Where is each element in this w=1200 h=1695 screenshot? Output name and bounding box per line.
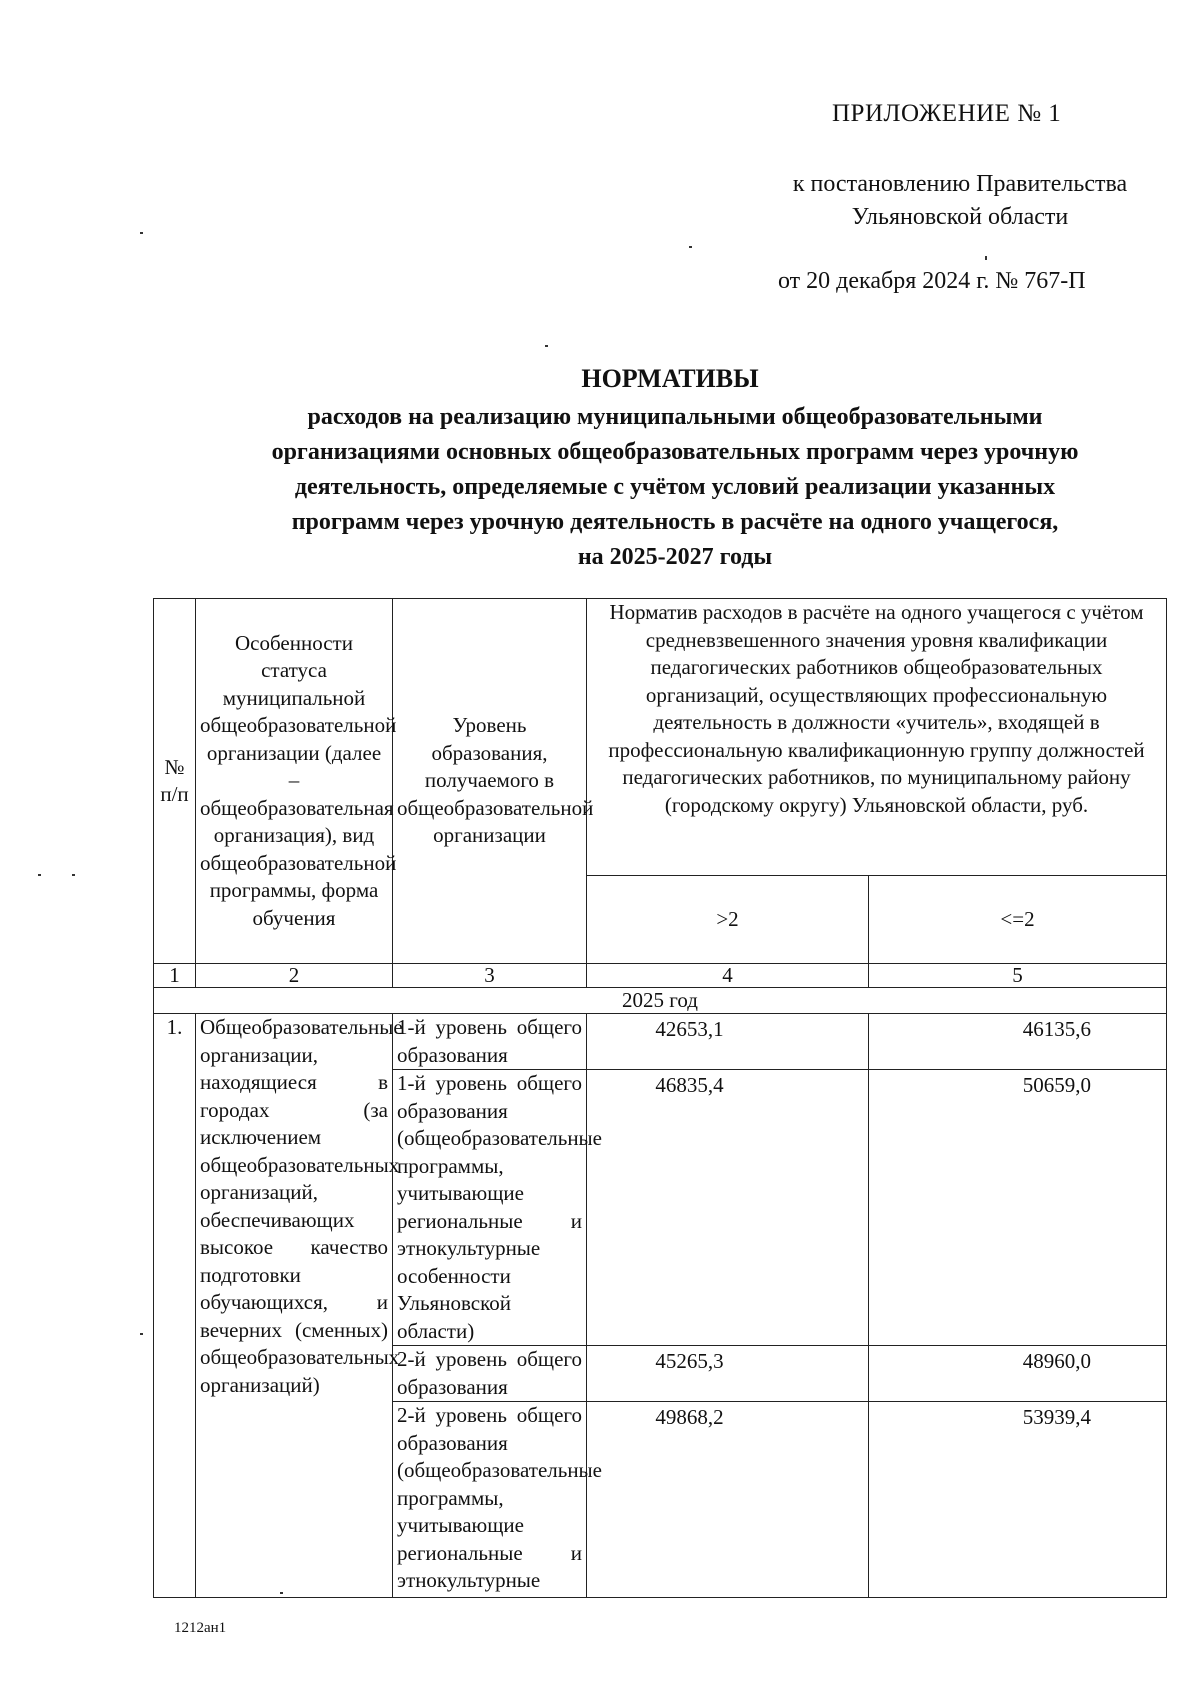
norm-value-le: 53939,4 xyxy=(869,1402,1167,1598)
document-code: 1212ан1 xyxy=(174,1620,227,1636)
appendix-number: ПРИЛОЖЕНИЕ № 1 xyxy=(832,100,1062,127)
decree-line-2: Ульяновской области xyxy=(851,204,1069,230)
document-title: НОРМАТИВЫ xyxy=(581,364,759,393)
column-number: 4 xyxy=(587,964,869,988)
norm-value-le: 50659,0 xyxy=(869,1070,1167,1346)
norm-value-gt: 49868,2 xyxy=(587,1402,869,1598)
column-number: 3 xyxy=(393,964,587,988)
subtitle-line: программ через урочную деятельность в расчёте на одного учащегося, xyxy=(291,509,1059,535)
education-level: 2-й уровень общего образования xyxy=(393,1346,587,1402)
header-features: Особенности статуса муниципальной общеобразовательной организации (далее – общеобразовательная организация), вид общеобразовательной программы, форма обучения xyxy=(196,599,393,964)
subtitle-line: деятельность, определяемые с учётом условий реализации указанных xyxy=(294,474,1056,500)
scan-speck xyxy=(985,256,987,260)
header-sub-gt: >2 xyxy=(587,876,869,964)
scan-speck xyxy=(72,874,75,876)
document-subtitle xyxy=(175,400,1175,575)
subtitle-line: расходов на реализацию муниципальными общеобразовательными xyxy=(307,404,1043,430)
header-level: Уровень образования, получаемого в общеобразовательной организации xyxy=(393,599,587,964)
decree-date: от 20 декабря 2024 г. № 767-П xyxy=(778,268,1086,294)
header-norm: Норматив расходов в расчёте на одного учащегося с учётом средневзвешенного значения уровня квалификации педагогических работников общеобразовательных организаций, осуществляющих профессиональную деятельность в должности «учитель», входящей в профессиональную квалификационную группу должностей педагогических работников, по муниципальному району (городскому округу) Ульяновской области, руб. xyxy=(587,599,1167,876)
column-number: 1 xyxy=(154,964,196,988)
column-number: 5 xyxy=(869,964,1167,988)
norm-value-gt: 46835,4 xyxy=(587,1070,869,1346)
scan-speck xyxy=(280,1592,283,1594)
group-number: 1. xyxy=(154,1014,196,1598)
year-label: 2025 год xyxy=(154,988,1167,1014)
norm-value-gt: 45265,3 xyxy=(587,1346,869,1402)
subtitle-line: организациями основных общеобразовательных программ через урочную xyxy=(271,439,1079,465)
scan-speck xyxy=(38,874,41,876)
norm-value-le: 48960,0 xyxy=(869,1346,1167,1402)
scan-speck xyxy=(545,345,548,347)
decree-line-1: к постановлению Правительства xyxy=(792,171,1128,197)
scan-speck xyxy=(140,1333,143,1335)
education-level: 1-й уровень общего образования xyxy=(393,1014,587,1070)
header-num: № п/п xyxy=(154,599,196,964)
norm-value-le: 46135,6 xyxy=(869,1014,1167,1070)
scan-speck xyxy=(140,232,143,234)
education-level: 2-й уровень общего образования (общеобразовательные программы, учитывающие региональные и этнокультурные xyxy=(393,1402,587,1598)
decree-reference xyxy=(740,168,1180,234)
table-row xyxy=(154,1014,1167,1070)
header-sub-le: <=2 xyxy=(869,876,1167,964)
scan-speck xyxy=(689,246,692,248)
subtitle-line: на 2025-2027 годы xyxy=(577,544,773,570)
group-features: Общеобразовательные организации, находящиеся в городах (за исключением общеобразовательных организаций, обеспечивающих высокое качество подготовки обучающихся, и вечерних (сменных) общеобразовательных организаций) xyxy=(196,1014,393,1598)
norm-value-gt: 42653,1 xyxy=(587,1014,869,1070)
education-level: 1-й уровень общего образования (общеобразовательные программы, учитывающие региональные и этнокультурные особенности Ульяновской области) xyxy=(393,1070,587,1346)
column-number: 2 xyxy=(196,964,393,988)
norms-table xyxy=(153,598,1167,1598)
